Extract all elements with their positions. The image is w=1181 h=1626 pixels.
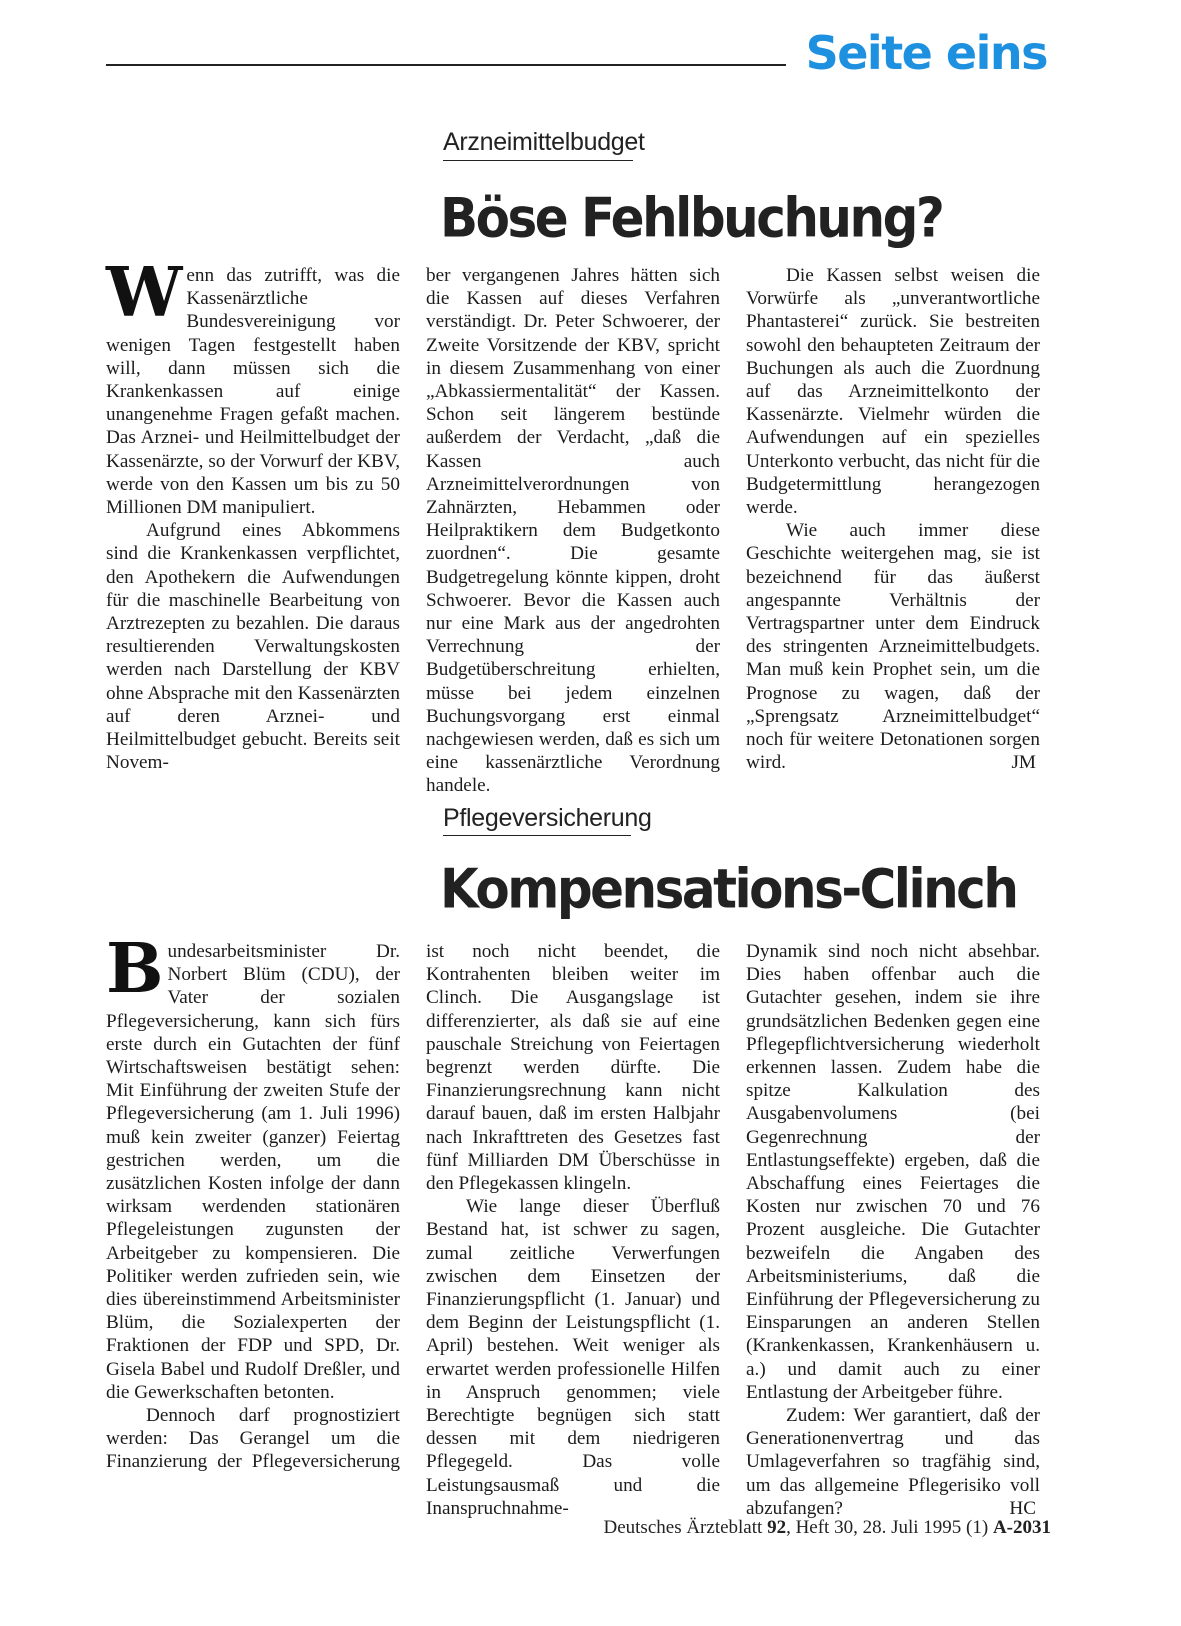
- footer-volume: 92: [767, 1517, 787, 1538]
- article2-headline: Kompensations-Clinch: [440, 857, 1017, 921]
- article1-col1-paragraph-2: Aufgrund eines Abkommens sind die Krankenkassen verpflichtet, den Apothekern die Aufwendungen für die maschinelle Bearbeitung von Arztrezepten zu bezahlen. Die daraus resultierenden Verwaltungskosten werden nach Darstellung der KBV ohne Absprache mit den Kassenärzten auf deren Arznei- und Heilmittelbudget gebucht. Bereits seit Novem-: [106, 520, 400, 774]
- article2-kicker-underline: [443, 835, 631, 836]
- header-rule: [106, 64, 786, 66]
- article2-col1-paragraph-2: Dennoch darf prognostiziert werden: Das Gerangel um die Finanzierung der Pflegeversicherung: [106, 1405, 400, 1473]
- article1-kicker: Arzneimittelbudget: [443, 128, 645, 156]
- article1-headline: Böse Fehlbuchung?: [440, 186, 943, 250]
- article1-col3-paragraph-2: Wie auch immer diese Geschichte weitergehen mag, sie ist bezeichnend für das äußerst angespannte Verhältnis der Vertragspartner unter dem Eindruck des stringenten Arzneimittelbudgets. Man muß kein Prophet sein, um die Prognose zu wagen, daß der „Sprengsatz Arzneimittelbudget“ noch für weitere Detonationen sorgen wird.: [746, 520, 1040, 774]
- section-title: Seite eins: [805, 26, 1047, 80]
- footer-journal: Deutsches Ärzteblatt: [603, 1517, 763, 1538]
- article1-column-3: [746, 264, 1040, 774]
- article1-column-2: [426, 264, 720, 798]
- article1-col2-paragraph-1: ber vergangenen Jahres hätten sich die Kassen auf dieses Verfahren verständigt. Dr. Peter Schwoerer, der Zweite Vorsitzende der KBV, spricht in diesem Zusammenhang von einer „Abkassiermentalität“ der Kassen. Schon seit längerem bestünde außerdem der Verdacht, „daß die Kassen auch Arzneimittelverordnungen von Zahnärzten, Hebammen oder Heilpraktikern dem Budgetkonto zuordnen“. Die gesamte Budgetregelung könnte kippen, droht Schwoerer. Bevor die Kassen auch nur eine Mark aus der angedrohten Verrechnung der Budgetüberschreitung erhielten, müsse bei jedem einzelnen Buchungsvorgang erst einmal nachgewiesen werden, daß es sich um eine kassenärztliche Verordnung handele.: [426, 265, 720, 797]
- article2-column-3: [746, 940, 1040, 1520]
- footer-issue-date: , Heft 30, 28. Juli 1995 (1): [786, 1517, 989, 1538]
- article1-col1-paragraph-1: enn das zutrifft, was die Kassenärztliche Bundesvereinigung vor wenigen Tagen festgestellt haben will, dann müssen sich die Krankenkassen auf einige unangenehme Fragen gefaßt machen. Das Arznei- und Heilmittelbudget der Kassenärzte, so der Vorwurf der KBV, werde von den Kassen um bis zu 50 Millionen DM manipuliert.: [106, 265, 400, 519]
- article2-col2-paragraph-2: Wie lange dieser Überfluß Bestand hat, ist schwer zu sagen, zumal zeitliche Verwerfungen zwischen dem Einsetzen der Finanzierungspflicht (1. Januar) und dem Beginn der Leistungspflicht (1. April) bestehen. Weit weniger als erwartet werden professionelle Hilfen in Anspruch genommen; viele Berechtigte begnügen sich statt dessen mit dem niedrigeren Pflegegeld. Das volle Leistungsausmaß und die Inanspruchnahme-: [426, 1196, 720, 1519]
- article2-col2-paragraph-1: ist noch nicht beendet, die Kontrahenten bleiben weiter im Clinch. Die Ausgangslage ist differenzierter, als daß sie auf eine pauschale Streichung von Feiertagen begrenzt werden dürfte. Die Finanzierungsrechnung kann nicht darauf bauen, daß im ersten Halbjahr nach Inkrafttreten des Gesetzes fast fünf Milliarden DM Überschüsse in den Pflegekassen klingeln.: [426, 941, 720, 1195]
- article1-dropcap: W: [106, 253, 183, 333]
- article2-dropcap: B: [106, 929, 164, 1009]
- article2-column-2: [426, 940, 720, 1520]
- article2-kicker: Pflegeversicherung: [443, 804, 652, 832]
- article1-column-1: [106, 253, 400, 774]
- article1-kicker-underline: [443, 160, 633, 161]
- article2-col1-paragraph-1: undesarbeitsminister Dr. Norbert Blüm (CDU), der Vater der sozialen Pflegeversicherung, kann sich fürs erste durch ein Gutachten der fünf Wirtschaftsweisen bestätigt sehen: Mit Einführung der zweiten Stufe der Pflegeversicherung (am 1. Juli 1996) muß kein zweiter (ganzer) Feiertag gestrichen werden, um die zusätzlichen Kosten infolge der dann wirksam werdenden stationären Pflegeleistungen zugunsten der Arbeitgeber zu kompensieren. Die Politiker werden zufrieden sein, wie dies übereinstimmend Arbeitsminister Blüm, die Sozialexperten der Fraktionen der FDP und SPD, Dr. Gisela Babel und Rudolf Dreßler, und die Gewerkschaften betonten.: [106, 941, 400, 1403]
- article2-column-1: [106, 929, 400, 1474]
- footer-page-number: A-2031: [992, 1517, 1051, 1538]
- article2-col3-paragraph-2: Zudem: Wer garantiert, daß der Generationenvertrag und das Umlageverfahren so tragfähig sind, um das allgemeine Pflegerisiko voll abzufangen?: [746, 1405, 1040, 1519]
- article1-signature: JM: [1011, 752, 1036, 774]
- article1-col3-paragraph-1: Die Kassen selbst weisen die Vorwürfe als „unverantwortliche Phantasterei“ zurück. Sie bestreiten sowohl den behaupteten Zeitraum der Buchungen als auch die Zuordnung auf das Arzneimittelkonto der Kassenärzte. Vielmehr würden die Aufwendungen auf ein spezielles Unterkonto verbucht, das nicht für die Budgetermittlung herangezogen werde.: [746, 265, 1040, 519]
- article2-col3-paragraph-1: Dynamik sind noch nicht absehbar. Dies haben offenbar auch die Gutachter gesehen, indem sie ihre grundsätzlichen Bedenken gegen eine Pflegepflichtversicherung wiederholt erkennen lassen. Zudem habe die spitze Kalkulation des Ausgabenvolumens (bei Gegenrechnung der Entlastungseffekte) ergeben, daß die Abschaffung eines Feiertages die Kosten nur zwischen 70 und 76 Prozent ausgleiche. Die Gutachter bezweifeln die Angaben des Arbeitsministeriums, daß die Einführung der Pflegeversicherung zu Einsparungen an anderen Stellen (Krankenkassen, Krankenhäusern u. a.) und damit auch zu einer Entlastung der Arbeitgeber führe.: [746, 941, 1040, 1403]
- article2-signature: HC: [1009, 1497, 1036, 1519]
- page-footer: [604, 1517, 1052, 1539]
